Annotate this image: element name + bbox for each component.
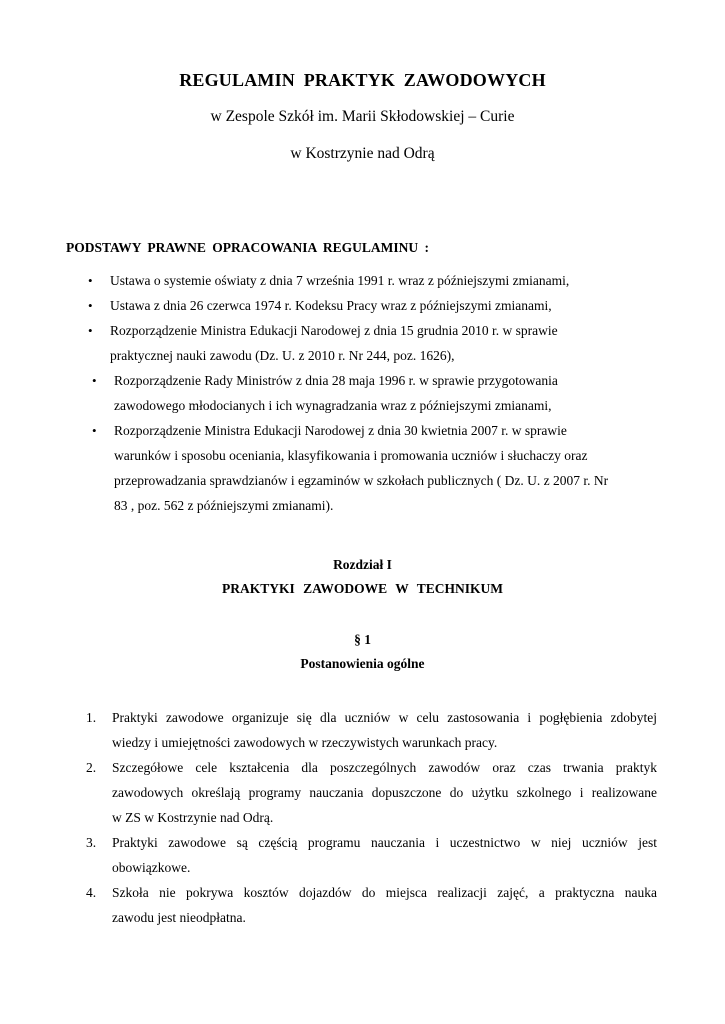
legal-basis-line: praktycznej nauki zawodu (Dz. U. z 2010 r. Nr 244, poz. 1626), — [110, 348, 455, 363]
provision-line: Szkoła nie pokrywa kosztów dojazdów do miejsca realizacji zajęć, a praktyczna nauka — [112, 885, 657, 900]
legal-basis-heading: PODSTAWY PRAWNE OPRACOWANIA REGULAMINU : — [66, 240, 430, 255]
document-title: REGULAMIN PRAKTYK ZAWODOWYCH — [179, 70, 546, 90]
provision-line: obowiązkowe. — [112, 860, 191, 875]
legal-basis-line: zawodowego młodocianych i ich wynagradzania wraz z późniejszymi zmianami, — [114, 398, 552, 413]
chapter-label: Rozdział I — [333, 557, 392, 572]
provision-number: 3. — [86, 835, 97, 850]
legal-basis-line: 83 , poz. 562 z późniejszymi zmianami). — [114, 498, 334, 513]
provision-line: w ZS w Kostrzynie nad Odrą. — [112, 810, 274, 825]
provision-line: zawodu jest nieodpłatna. — [112, 910, 246, 925]
legal-basis-item — [0, 368, 725, 418]
provision-number: 4. — [86, 885, 97, 900]
legal-basis-line: warunków i sposobu oceniania, klasyfikowania i promowania uczniów i słuchaczy oraz — [114, 448, 588, 463]
legal-basis-item — [0, 318, 725, 368]
bullet-icon: • — [92, 373, 97, 388]
provision-line: wiedzy i umiejętności zawodowych w rzeczywistych warunkach pracy. — [112, 735, 498, 750]
legal-basis-item — [0, 268, 725, 293]
provision-line: Praktyki zawodowe są częścią programu nauczania i uczestnictwo w niej uczniów jest — [112, 835, 657, 850]
legal-basis-line: Ustawa z dnia 26 czerwca 1974 r. Kodeksu Pracy wraz z późniejszymi zmianami, — [110, 298, 552, 313]
legal-basis-line: przeprowadzania sprawdzianów i egzaminów w szkołach publicznych ( Dz. U. z 2007 r. Nr — [114, 473, 609, 488]
document-subtitle-town: w Kostrzynie nad Odrą — [290, 145, 435, 162]
document-subtitle-school: w Zespole Szkół im. Marii Skłodowskiej – Curie — [210, 108, 515, 125]
legal-basis-item — [0, 418, 725, 518]
legal-basis-line: Rozporządzenie Rady Ministrów z dnia 28 maja 1996 r. w sprawie przygotowania — [114, 373, 558, 388]
bullet-icon: • — [92, 423, 97, 438]
legal-basis-item — [0, 293, 725, 318]
provision-line: zawodowych określają programy nauczania dopuszczone do użytku szkolnego i realizowane — [112, 785, 657, 800]
provision-item — [0, 830, 725, 880]
provision-number: 1. — [86, 710, 97, 725]
legal-basis-line: Ustawa o systemie oświaty z dnia 7 września 1991 r. wraz z późniejszymi zmianami, — [110, 273, 570, 288]
provision-number: 2. — [86, 760, 97, 775]
provision-line: Praktyki zawodowe organizuje się dla uczniów w celu zastosowania i pogłębienia zdobytej — [112, 710, 657, 725]
provisions-list — [0, 705, 725, 930]
legal-basis-line: Rozporządzenie Ministra Edukacji Narodowej z dnia 15 grudnia 2010 r. w sprawie — [110, 323, 558, 338]
chapter-title: PRAKTYKI ZAWODOWE W TECHNIKUM — [222, 581, 503, 596]
bullet-icon: • — [88, 273, 93, 288]
section-title: Postanowienia ogólne — [300, 656, 425, 671]
provision-item — [0, 705, 725, 755]
legal-basis-list — [0, 268, 725, 518]
legal-basis-line: Rozporządzenie Ministra Edukacji Narodowej z dnia 30 kwietnia 2007 r. w sprawie — [114, 423, 567, 438]
provision-item — [0, 755, 725, 830]
provision-item — [0, 880, 725, 930]
provision-line: Szczegółowe cele kształcenia dla poszczególnych zawodów oraz czas trwania praktyk — [112, 760, 657, 775]
bullet-icon: • — [88, 298, 93, 313]
section-symbol: § 1 — [354, 632, 371, 647]
bullet-icon: • — [88, 323, 93, 338]
